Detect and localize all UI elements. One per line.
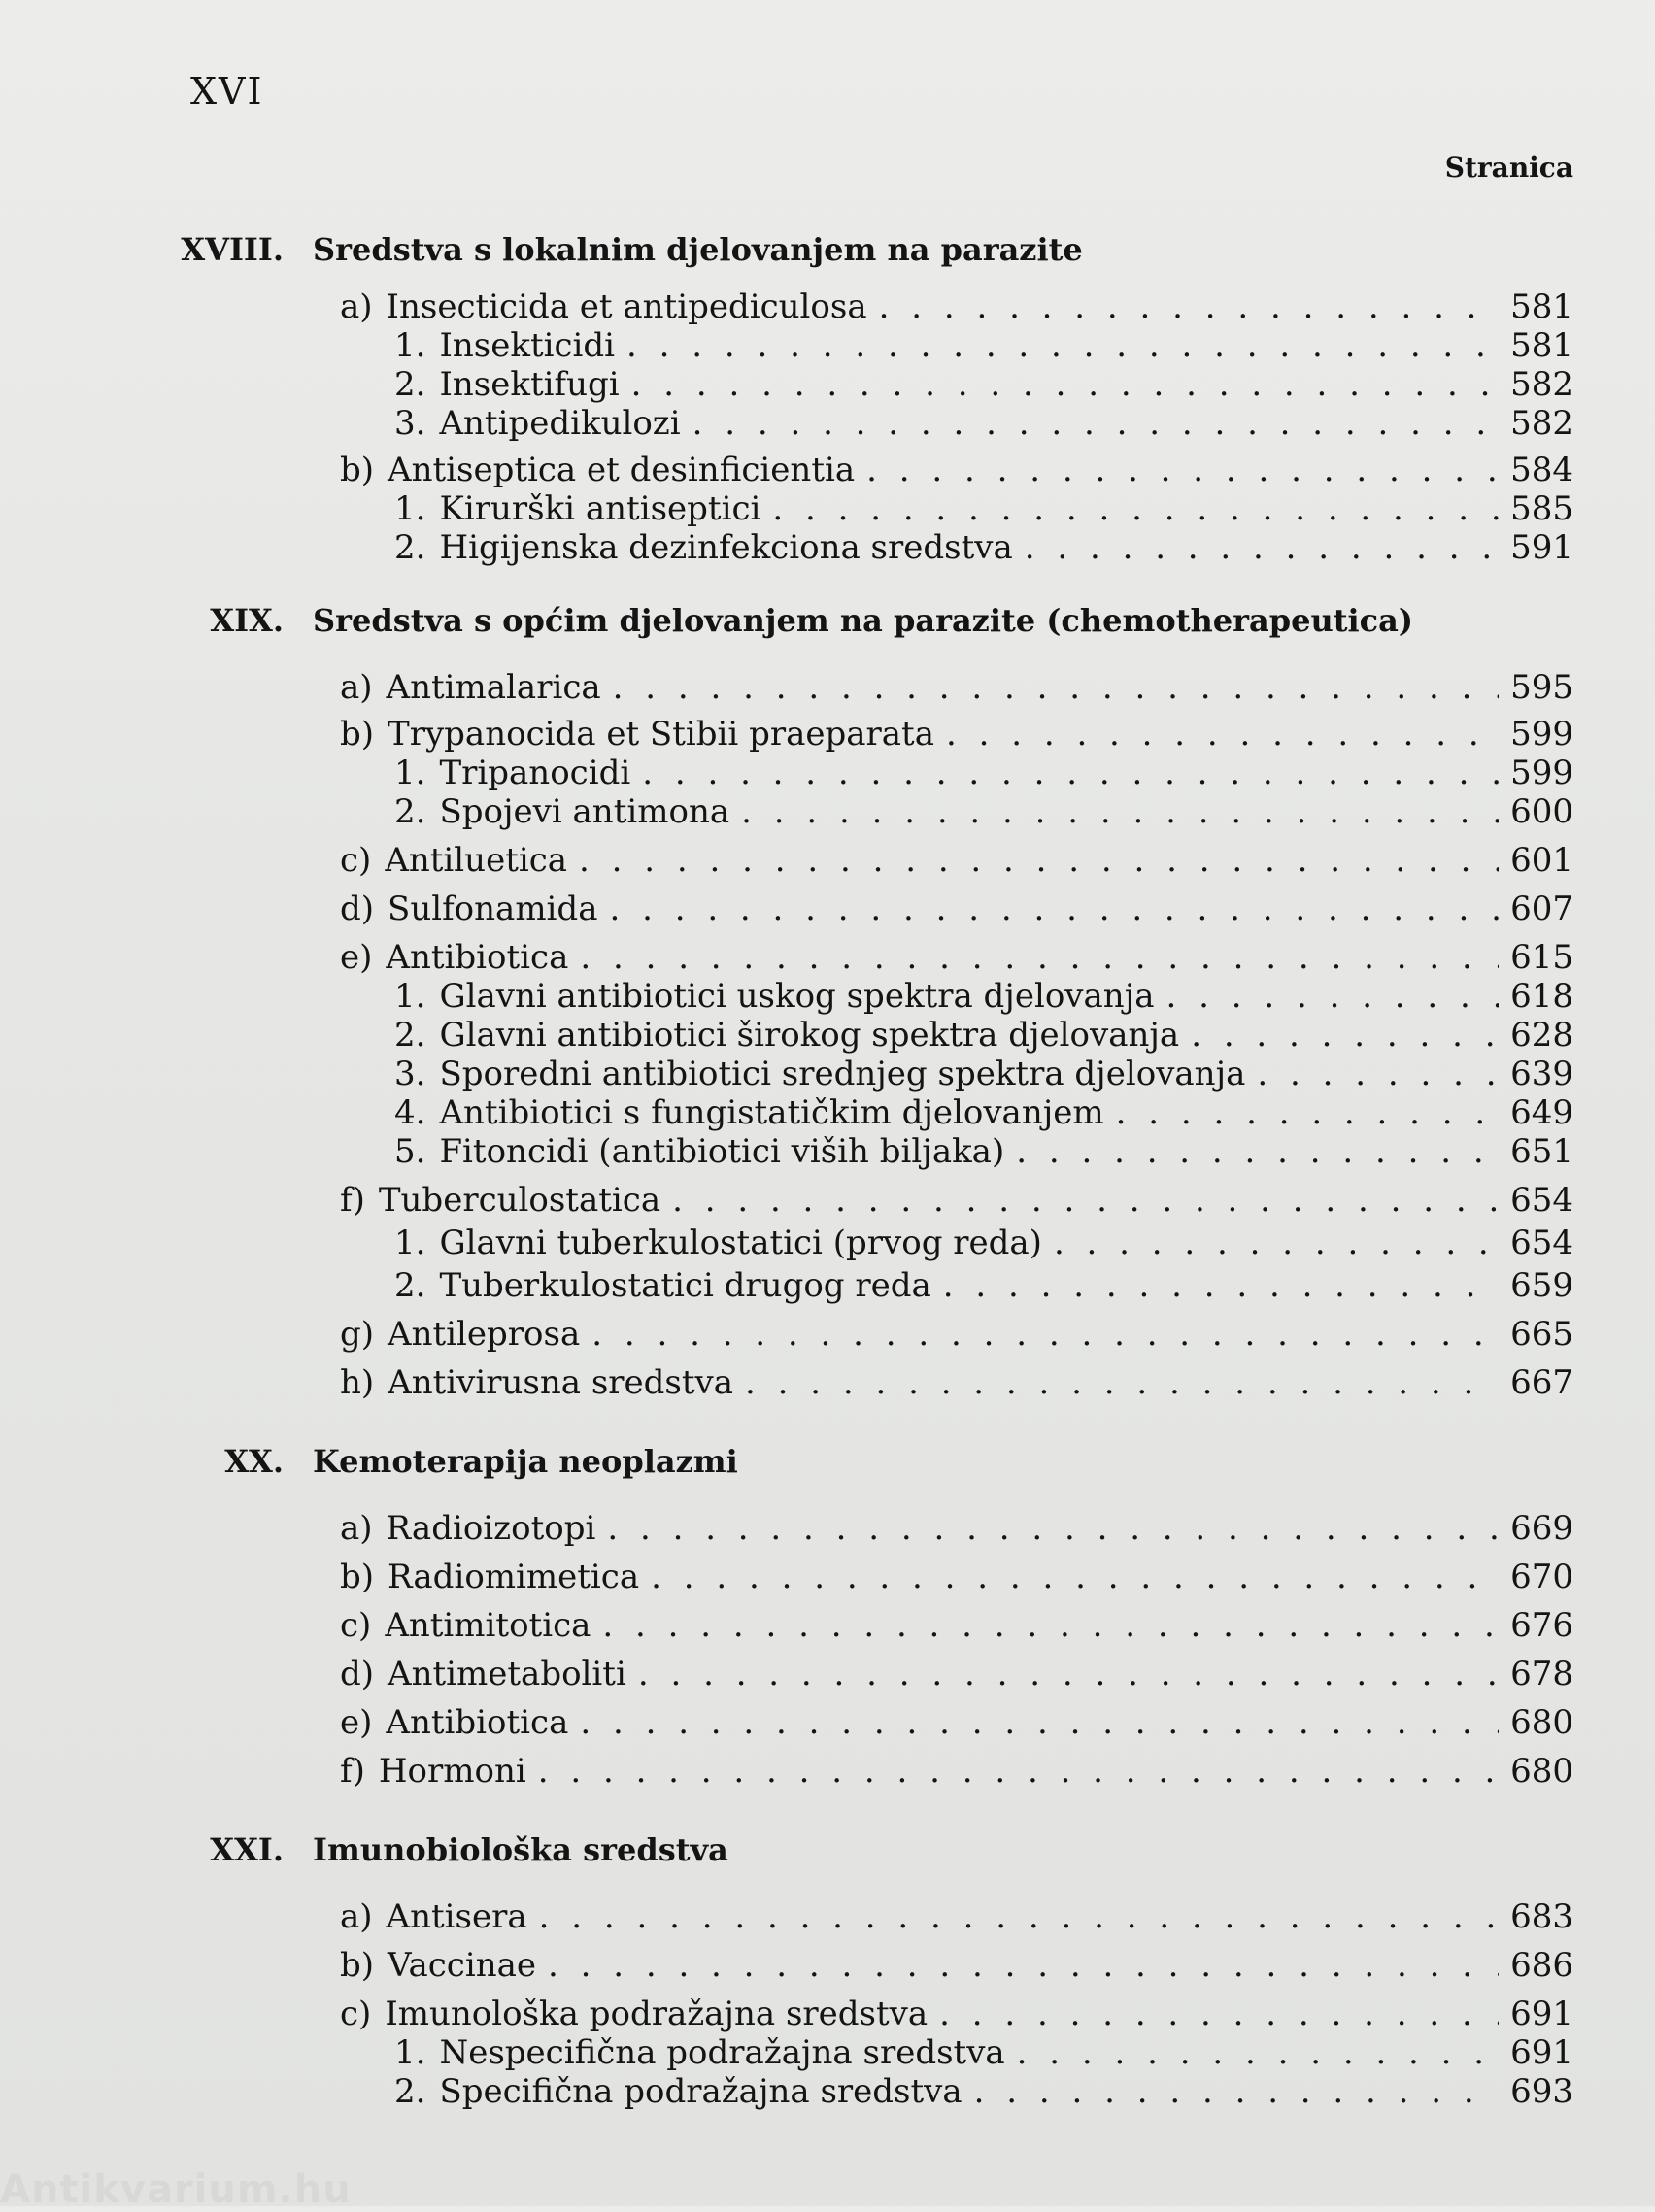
toc-entry xyxy=(394,2072,1573,2111)
entry-page: 651 xyxy=(1510,1132,1573,1171)
entry-text: Trypanocida et Stibii praeparata xyxy=(388,715,934,754)
entry-text: Fitoncidi (antibiotici viših biljaka) xyxy=(439,1132,1005,1171)
toc-entry xyxy=(340,1558,1573,1596)
entry-label: 1. xyxy=(394,2033,426,2072)
leader-dots xyxy=(626,326,1499,365)
entry-page: 691 xyxy=(1510,1994,1573,2033)
toc-entry xyxy=(340,668,1573,707)
toc-entry xyxy=(340,1606,1573,1645)
entry-label: 5. xyxy=(394,1132,426,1171)
entry-page: 628 xyxy=(1510,1016,1573,1055)
leader-dots xyxy=(539,1897,1499,1936)
toc-entry xyxy=(340,1703,1573,1742)
toc-entry xyxy=(394,365,1573,404)
leader-dots xyxy=(602,1606,1499,1645)
section-heading: Sredstva s općim djelovanjem na parazite (chemotherapeutica) xyxy=(313,602,1414,639)
toc-entry xyxy=(340,1655,1573,1693)
entry-text: Nespecifična podražajna sredstva xyxy=(439,2033,1005,2072)
entry-text: Radioizotopi xyxy=(386,1509,596,1548)
toc-entry xyxy=(394,977,1573,1016)
leader-dots xyxy=(609,889,1499,928)
entry-page: 680 xyxy=(1510,1752,1573,1791)
toc-entry xyxy=(394,1055,1573,1093)
entry-text: Antipedikulozi xyxy=(439,404,681,443)
toc-entry xyxy=(394,528,1573,567)
section-title xyxy=(0,602,1554,639)
entry-page: 599 xyxy=(1510,715,1573,754)
section-number: XXI. xyxy=(210,1831,284,1868)
toc-entry xyxy=(394,2033,1573,2072)
toc-entry xyxy=(340,715,1573,754)
entry-label: d) xyxy=(340,889,375,928)
entry-text: Antivirusna sredstva xyxy=(388,1363,733,1402)
leader-dots xyxy=(642,754,1499,792)
entry-page: 667 xyxy=(1510,1363,1573,1402)
entry-page: 676 xyxy=(1510,1606,1573,1645)
entry-page: 584 xyxy=(1510,451,1573,489)
leader-dots xyxy=(580,1703,1499,1742)
entry-text: Sporedni antibiotici srednjeg spektra djelovanja xyxy=(439,1055,1246,1093)
entry-text: Antimalarica xyxy=(386,668,601,707)
entry-label: 1. xyxy=(394,1223,426,1262)
entry-text: Radiomimetica xyxy=(388,1558,640,1596)
entry-text: Antimetaboliti xyxy=(388,1655,626,1693)
entry-page: 599 xyxy=(1510,754,1573,792)
toc-entry xyxy=(340,841,1573,880)
section-number: XX. xyxy=(224,1443,284,1480)
entry-label: a) xyxy=(340,668,373,707)
section-heading: Kemoterapija neoplazmi xyxy=(313,1443,738,1480)
entry-page: 649 xyxy=(1510,1093,1573,1132)
entry-page: 607 xyxy=(1510,889,1573,928)
leader-dots xyxy=(1016,1132,1499,1171)
section-number: XIX. xyxy=(210,602,284,639)
entry-page: 659 xyxy=(1510,1266,1573,1305)
leader-dots xyxy=(1257,1055,1499,1093)
toc-entry xyxy=(340,1752,1573,1791)
entry-page: 654 xyxy=(1510,1223,1573,1262)
entry-label: b) xyxy=(340,715,375,754)
leader-dots xyxy=(866,451,1499,489)
entry-page: 595 xyxy=(1510,668,1573,707)
entry-page: 678 xyxy=(1510,1655,1573,1693)
entry-label: b) xyxy=(340,451,375,489)
entry-page: 618 xyxy=(1510,977,1573,1016)
leader-dots xyxy=(946,715,1499,754)
leader-dots xyxy=(1025,528,1499,567)
toc-entry xyxy=(394,792,1573,831)
entry-label: 2. xyxy=(394,792,426,831)
entry-page: 654 xyxy=(1510,1181,1573,1220)
section-heading: Sredstva s lokalnim djelovanjem na parazite xyxy=(313,231,1083,268)
entry-label: b) xyxy=(340,1558,375,1596)
toc-entry xyxy=(340,1509,1573,1548)
entry-page: 665 xyxy=(1510,1315,1573,1354)
toc-entry xyxy=(340,1946,1573,1985)
entry-text: Higijenska dezinfekciona sredstva xyxy=(439,528,1013,567)
leader-dots xyxy=(1191,1016,1499,1055)
entry-page: 600 xyxy=(1510,792,1573,831)
toc-entry xyxy=(340,889,1573,928)
entry-text: Vaccinae xyxy=(388,1946,536,1985)
entry-label: 2. xyxy=(394,365,426,404)
entry-label: a) xyxy=(340,287,373,326)
entry-text: Imunološka podražajna sredstva xyxy=(385,1994,929,2033)
entry-text: Insecticida et antipediculosa xyxy=(386,287,867,326)
leader-dots xyxy=(1017,2033,1499,2072)
leader-dots xyxy=(772,489,1499,528)
entry-text: Hormoni xyxy=(378,1752,526,1791)
toc-entry xyxy=(394,1132,1573,1171)
leader-dots xyxy=(943,1266,1499,1305)
section-heading: Imunobiološka sredstva xyxy=(313,1831,728,1868)
leader-dots xyxy=(651,1558,1499,1596)
entry-text: Insektifugi xyxy=(439,365,620,404)
leader-dots xyxy=(638,1655,1499,1693)
entry-page: 693 xyxy=(1510,2072,1573,2111)
leader-dots xyxy=(538,1752,1499,1791)
entry-label: 1. xyxy=(394,754,426,792)
entry-page: 582 xyxy=(1510,365,1573,404)
toc-entry xyxy=(394,1223,1573,1262)
entry-label: e) xyxy=(340,1703,373,1742)
entry-text: Glavni antibiotici širokog spektra djelovanja xyxy=(439,1016,1180,1055)
leader-dots xyxy=(939,1994,1499,2033)
leader-dots xyxy=(879,287,1499,326)
entry-label: b) xyxy=(340,1946,375,1985)
entry-label: f) xyxy=(340,1181,365,1220)
entry-text: Antileprosa xyxy=(388,1315,581,1354)
entry-page: 680 xyxy=(1510,1703,1573,1742)
entry-page: 670 xyxy=(1510,1558,1573,1596)
entry-page: 581 xyxy=(1510,287,1573,326)
toc-entry xyxy=(340,451,1573,489)
section-title xyxy=(0,1443,1554,1480)
leader-dots xyxy=(579,841,1499,880)
entry-label: c) xyxy=(340,1606,372,1645)
entry-page: 691 xyxy=(1510,2033,1573,2072)
entry-text: Antibiotica xyxy=(386,938,569,977)
leader-dots xyxy=(548,1946,1499,1985)
entry-text: Glavni tuberkulostatici (prvog reda) xyxy=(439,1223,1042,1262)
entry-label: c) xyxy=(340,1994,372,2033)
toc-entry xyxy=(340,1994,1573,2033)
entry-page: 686 xyxy=(1510,1946,1573,1985)
leader-dots xyxy=(1166,977,1500,1016)
entry-label: e) xyxy=(340,938,373,977)
toc-entry xyxy=(394,489,1573,528)
entry-label: 1. xyxy=(394,977,426,1016)
entry-label: 1. xyxy=(394,489,426,528)
toc-entry xyxy=(394,1093,1573,1132)
entry-page: 639 xyxy=(1510,1055,1573,1093)
entry-label: g) xyxy=(340,1315,375,1354)
leader-dots xyxy=(580,938,1499,977)
entry-label: 2. xyxy=(394,2072,426,2111)
watermark: Antikvarium.hu xyxy=(0,2167,352,2212)
page-number: XVI xyxy=(190,70,264,113)
leader-dots xyxy=(613,668,1499,707)
entry-page: 585 xyxy=(1510,489,1573,528)
entry-page: 669 xyxy=(1510,1509,1573,1548)
entry-page: 615 xyxy=(1510,938,1573,977)
entry-label: 4. xyxy=(394,1093,426,1132)
leader-dots xyxy=(974,2072,1499,2111)
entry-page: 582 xyxy=(1510,404,1573,443)
entry-label: 2. xyxy=(394,1266,426,1305)
leader-dots xyxy=(692,404,1499,443)
entry-text: Specifična podražajna sredstva xyxy=(439,2072,963,2111)
toc-entry xyxy=(340,1363,1573,1402)
entry-text: Antiluetica xyxy=(385,841,568,880)
entry-text: Tuberkulostatici drugog reda xyxy=(439,1266,931,1305)
entry-page: 601 xyxy=(1510,841,1573,880)
entry-label: a) xyxy=(340,1509,373,1548)
entry-label: 3. xyxy=(394,1055,426,1093)
entry-label: c) xyxy=(340,841,372,880)
entry-text: Antisera xyxy=(386,1897,527,1936)
entry-label: 1. xyxy=(394,326,426,365)
leader-dots xyxy=(1054,1223,1499,1262)
toc-entry xyxy=(394,326,1573,365)
entry-page: 591 xyxy=(1510,528,1573,567)
leader-dots xyxy=(607,1509,1499,1548)
toc-entry xyxy=(340,938,1573,977)
toc-entry xyxy=(394,404,1573,443)
entry-label: f) xyxy=(340,1752,365,1791)
entry-label: a) xyxy=(340,1897,373,1936)
toc-entry xyxy=(394,1266,1573,1305)
section-title xyxy=(0,231,1554,268)
leader-dots xyxy=(745,1363,1499,1402)
column-label: Stranica xyxy=(1444,151,1573,184)
entry-text: Kirurški antiseptici xyxy=(439,489,761,528)
entry-text: Tripanocidi xyxy=(439,754,631,792)
entry-text: Glavni antibiotici uskog spektra djelovanja xyxy=(439,977,1155,1016)
toc-entry xyxy=(340,287,1573,326)
entry-text: Antimitotica xyxy=(385,1606,591,1645)
entry-text: Insekticidi xyxy=(439,326,616,365)
entry-page: 581 xyxy=(1510,326,1573,365)
toc-entry xyxy=(394,1016,1573,1055)
leader-dots xyxy=(591,1315,1499,1354)
entry-text: Antibiotica xyxy=(386,1703,569,1742)
entry-label: 2. xyxy=(394,528,426,567)
leader-dots xyxy=(1116,1093,1499,1132)
toc-entry xyxy=(340,1181,1573,1220)
entry-label: 3. xyxy=(394,404,426,443)
section-title xyxy=(0,1831,1554,1868)
toc-entry xyxy=(340,1315,1573,1354)
leader-dots xyxy=(631,365,1499,404)
section-number: XVIII. xyxy=(181,231,284,268)
toc-entry xyxy=(394,754,1573,792)
entry-text: Antiseptica et desinficientia xyxy=(388,451,856,489)
entry-page: 683 xyxy=(1510,1897,1573,1936)
entry-label: d) xyxy=(340,1655,375,1693)
leader-dots xyxy=(741,792,1499,831)
toc-entry xyxy=(340,1897,1573,1936)
entry-text: Antibiotici s fungistatičkim djelovanjem xyxy=(439,1093,1104,1132)
entry-label: 2. xyxy=(394,1016,426,1055)
entry-text: Spojevi antimona xyxy=(439,792,730,831)
entry-label: h) xyxy=(340,1363,375,1402)
leader-dots xyxy=(672,1181,1499,1220)
entry-text: Tuberculostatica xyxy=(378,1181,661,1220)
entry-text: Sulfonamida xyxy=(388,889,598,928)
